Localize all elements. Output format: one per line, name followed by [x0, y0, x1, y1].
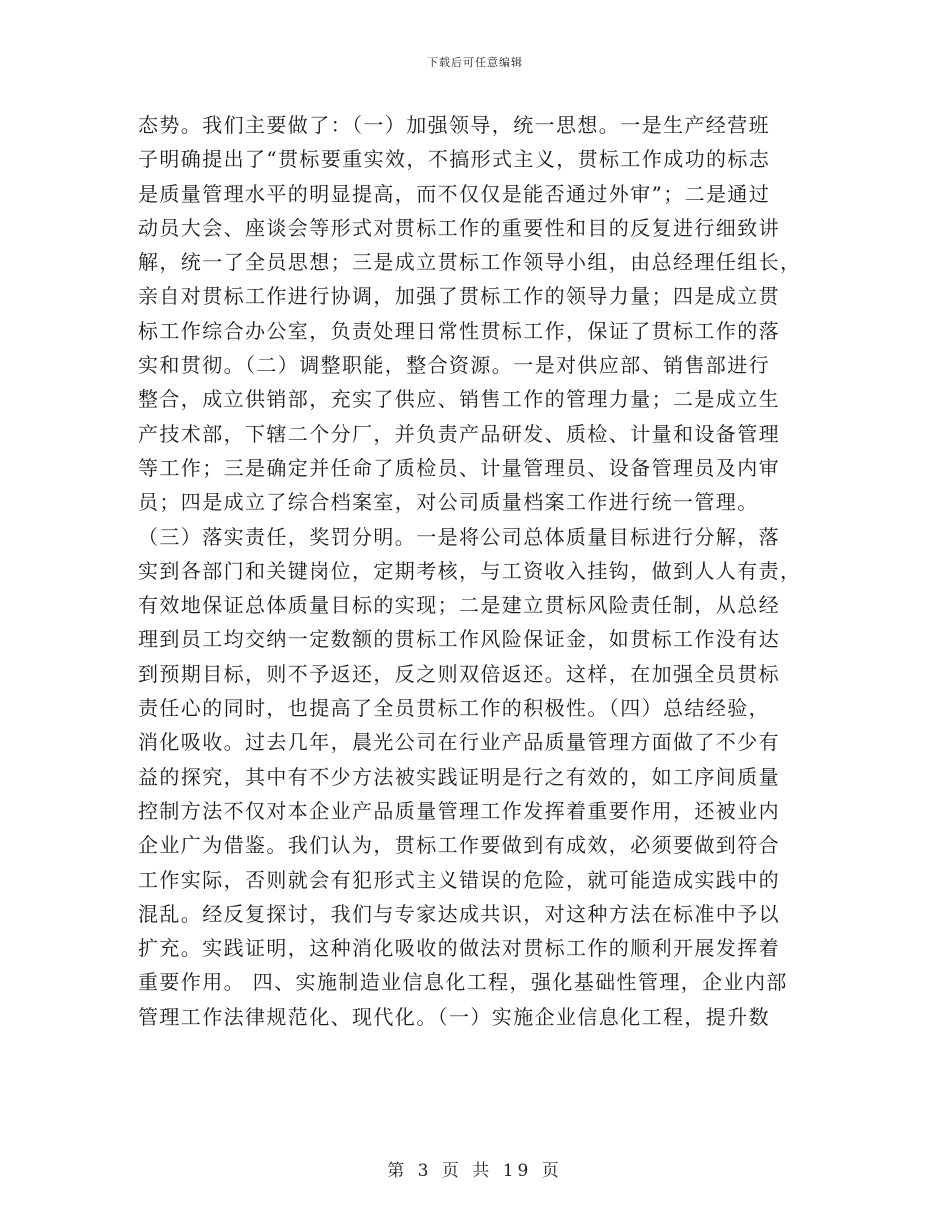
body-line: 理到员工均交纳一定数额的贯标工作风险保证金，如贯标工作没有达: [138, 627, 780, 652]
page-header-note: 下载后可任意编辑: [427, 56, 523, 69]
body-line: 整合，成立供销部，充实了供应、销售工作的管理力量；二是成立生: [138, 387, 780, 412]
body-line: 产技术部，下辖二个分厂，并负责产品研发、质检、计量和设备管理: [138, 421, 780, 446]
body-line: 解，统一了全员思想；三是成立贯标工作领导小组，由总经理任组长，: [138, 250, 802, 275]
body-line: 有效地保证总体质量目标的实现；二是建立贯标风险责任制，从总经: [138, 593, 780, 618]
body-line: 扩充。实践证明，这种消化吸收的做法对贯标工作的顺利开展发挥着: [138, 936, 780, 961]
body-line: 企业广为借鉴。我们认为，贯标工作要做到有成效，必须要做到符合: [138, 833, 780, 858]
body-line: 管理工作法律规范化、现代化。（一）实施企业信息化工程，提升数: [138, 1004, 770, 1029]
body-line: 实到各部门和关键岗位，定期考核，与工资收入挂钩，做到人人有责，: [138, 558, 802, 583]
body-line: 责任心的同时，也提高了全员贯标工作的积极性。（四）总结经验，: [138, 696, 770, 721]
body-line: 到预期目标，则不予返还，反之则双倍返还。这样，在加强全员贯标: [138, 661, 780, 686]
body-line: 控制方法不仅对本企业产品质量管理工作发挥着重要作用，还被业内: [138, 798, 780, 823]
body-line: 等工作；三是确定并任命了质检员、计量管理员、设备管理员及内审: [138, 455, 780, 480]
body-line: 亲自对贯标工作进行协调，加强了贯标工作的领导力量；四是成立贯: [138, 284, 780, 309]
body-line: 动员大会、座谈会等形式对贯标工作的重要性和目的反复进行细致讲: [138, 215, 780, 240]
body-line: 实和贯彻。（二）调整职能，整合资源。一是对供应部、销售部进行: [138, 353, 770, 378]
body-line: 工作实际，否则就会有犯形式主义错误的危险，就可能造成实践中的: [138, 867, 780, 892]
body-line: 重要作用。 四、实施制造业信息化工程，强化基础性管理，企业内部: [138, 970, 788, 995]
body-line: 子明确提出了“贯标要重实效，不搞形式主义，贯标工作成功的标志: [138, 147, 771, 172]
page-number: 第 3 页 共 19 页: [387, 1161, 563, 1181]
body-line: 混乱。经反复探讨，我们与专家达成共识，对这种方法在标准中予以: [138, 901, 780, 926]
body-line: 益的探究，其中有不少方法被实践证明是行之有效的，如工序间质量: [138, 764, 780, 789]
body-line: 是质量管理水平的明显提高，而不仅仅是能否通过外审”；二是通过: [138, 181, 771, 206]
body-line: （三）落实责任，奖罚分明。一是将公司总体质量目标进行分解，落: [138, 524, 780, 549]
body-line: 态势。我们主要做了：（一）加强领导，统一思想。一是生产经营班: [138, 113, 770, 137]
body-line: 标工作综合办公室，负责处理日常性贯标工作，保证了贯标工作的落: [138, 318, 780, 343]
body-line: 员；四是成立了综合档案室，对公司质量档案工作进行统一管理。: [138, 490, 759, 515]
document-body: [138, 108, 814, 1034]
body-line: 消化吸收。过去几年，晨光公司在行业产品质量管理方面做了不少有: [138, 730, 780, 755]
